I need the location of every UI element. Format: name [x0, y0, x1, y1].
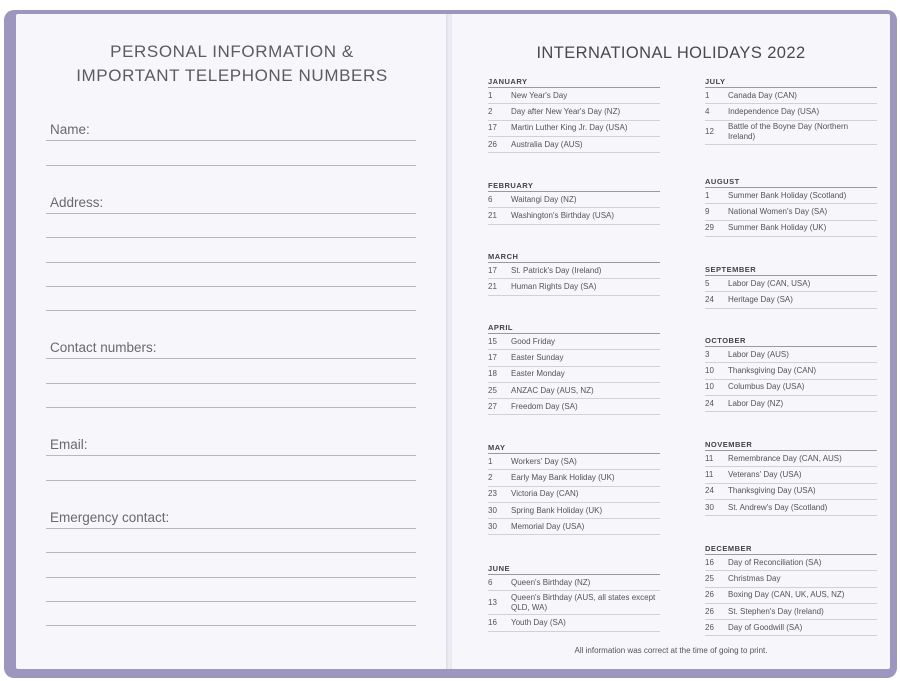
holiday-day: 26: [488, 139, 497, 149]
holiday-row: [488, 454, 660, 470]
holiday-day: 10: [705, 365, 714, 375]
month-february: [488, 181, 660, 225]
holiday-name: Battle of the Boyne Day (Northern Ireland): [728, 122, 849, 142]
holiday-row: [705, 500, 877, 516]
month-name: NOVEMBER: [705, 440, 877, 451]
holiday-name: Canada Day (CAN): [728, 90, 797, 100]
title-line-1: PERSONAL INFORMATION &: [110, 42, 354, 61]
holiday-name: Christmas Day: [728, 573, 781, 583]
month-name: JANUARY: [488, 77, 660, 88]
write-line: [46, 140, 416, 141]
holiday-row: [705, 347, 877, 363]
month-name: OCTOBER: [705, 336, 877, 347]
holiday-name: Thanksgiving Day (USA): [728, 486, 816, 496]
holiday-row: [488, 279, 660, 295]
write-line: [46, 213, 416, 214]
month-april: [488, 323, 660, 415]
holiday-day: 16: [705, 557, 714, 567]
holiday-row: [488, 575, 660, 591]
holiday-day: 13: [488, 597, 497, 607]
holiday-name: Youth Day (SA): [511, 617, 566, 627]
holiday-row: [488, 615, 660, 631]
write-line: [46, 480, 416, 481]
holiday-day: 26: [705, 590, 714, 600]
holiday-day: 4: [705, 106, 710, 116]
holiday-name: Australia Day (AUS): [511, 139, 583, 149]
month-name: FEBRUARY: [488, 181, 660, 192]
holiday-day: 16: [488, 617, 497, 627]
holiday-day: 15: [488, 336, 497, 346]
holiday-row: [488, 137, 660, 153]
holiday-row: [488, 208, 660, 224]
holiday-name: Queen's Birthday (AUS, all states except QLD, WA): [511, 592, 656, 612]
holiday-day: 17: [488, 352, 497, 362]
holiday-row: [488, 350, 660, 366]
holiday-row: [488, 487, 660, 503]
holiday-day: 26: [705, 606, 714, 616]
month-august: [705, 177, 877, 237]
holiday-row: [705, 121, 877, 145]
holiday-name: Boxing Day (CAN, UK, AUS, NZ): [728, 590, 845, 600]
month-name: AUGUST: [705, 177, 877, 188]
holiday-day: 1: [705, 190, 710, 200]
holiday-row: [488, 503, 660, 519]
month-name: JUNE: [488, 564, 660, 575]
holiday-row: [705, 88, 877, 104]
holiday-name: Veterans' Day (USA): [728, 469, 802, 479]
holiday-day: 21: [488, 210, 497, 220]
holiday-name: Easter Sunday: [511, 352, 564, 362]
contact-numbers-label: Contact numbers:: [50, 340, 157, 355]
write-line: [46, 552, 416, 553]
holiday-name: Labor Day (AUS): [728, 349, 789, 359]
holiday-name: Heritage Day (SA): [728, 294, 793, 304]
month-january: [488, 77, 660, 153]
month-november: [705, 440, 877, 516]
holiday-day: 5: [705, 278, 710, 288]
holiday-day: 29: [705, 223, 714, 233]
holiday-name: New Year's Day: [511, 90, 568, 100]
holiday-name: Independence Day (USA): [728, 106, 820, 116]
write-line: [46, 625, 416, 626]
holiday-name: Queen's Birthday (NZ): [511, 577, 591, 587]
month-march: [488, 252, 660, 296]
holiday-name: Human Rights Day (SA): [511, 281, 597, 291]
holiday-row: [488, 383, 660, 399]
month-name: MARCH: [488, 252, 660, 263]
holiday-row: [705, 204, 877, 220]
holiday-day: 17: [488, 265, 497, 275]
month-name: JULY: [705, 77, 877, 88]
month-name: APRIL: [488, 323, 660, 334]
holiday-row: [488, 470, 660, 486]
holiday-day: 27: [488, 401, 497, 411]
holiday-day: 1: [705, 90, 710, 100]
holiday-name: Day of Goodwill (SA): [728, 622, 803, 632]
holiday-name: Early May Bank Holiday (UK): [511, 472, 615, 482]
holiday-name: National Women's Day (SA): [728, 206, 828, 216]
holiday-name: St. Stephen's Day (Ireland): [728, 606, 824, 616]
holiday-row: [705, 571, 877, 587]
write-line: [46, 165, 416, 166]
holiday-row: [705, 467, 877, 483]
month-december: [705, 544, 877, 636]
write-line: [46, 286, 416, 287]
write-line: [46, 262, 416, 263]
write-line: [46, 577, 416, 578]
holiday-name: Labor Day (NZ): [728, 398, 784, 408]
holiday-row: [705, 221, 877, 237]
holiday-day: 2: [488, 106, 493, 116]
month-july: [705, 77, 877, 145]
holiday-day: 24: [705, 486, 714, 496]
month-name: DECEMBER: [705, 544, 877, 555]
name-label: Name:: [50, 122, 90, 137]
write-line: [46, 601, 416, 602]
write-line: [46, 528, 416, 529]
holiday-row: [488, 591, 660, 615]
write-line: [46, 383, 416, 384]
holiday-row: [705, 380, 877, 396]
write-line: [46, 310, 416, 311]
holiday-row: [705, 396, 877, 412]
holiday-day: 30: [705, 502, 714, 512]
holiday-name: Remembrance Day (CAN, AUS): [728, 453, 842, 463]
holiday-day: 2: [488, 472, 493, 482]
holiday-name: Labor Day (CAN, USA): [728, 278, 811, 288]
holiday-day: 11: [705, 469, 714, 479]
holiday-day: 6: [488, 577, 493, 587]
holiday-day: 30: [488, 505, 497, 515]
holiday-name: ANZAC Day (AUS, NZ): [511, 385, 594, 395]
holiday-day: 25: [705, 573, 714, 583]
holiday-row: [705, 104, 877, 120]
holiday-row: [488, 519, 660, 535]
holiday-name: Day of Reconciliation (SA): [728, 557, 822, 567]
emergency-contact-label: Emergency contact:: [50, 510, 170, 525]
holiday-day: 9: [705, 206, 710, 216]
holiday-day: 3: [705, 349, 710, 359]
month-name: SEPTEMBER: [705, 265, 877, 276]
holiday-row: [488, 334, 660, 350]
holiday-row: [705, 363, 877, 379]
personal-info-title: [16, 40, 448, 88]
holiday-name: Columbus Day (USA): [728, 382, 805, 392]
holiday-day: 12: [705, 127, 714, 137]
write-line: [46, 455, 416, 456]
month-name: MAY: [488, 443, 660, 454]
month-may: [488, 443, 660, 535]
holiday-day: 26: [705, 622, 714, 632]
holiday-row: [488, 367, 660, 383]
holiday-row: [705, 276, 877, 292]
month-june: [488, 564, 660, 632]
holiday-name: Washington's Birthday (USA): [511, 210, 615, 220]
holiday-name: Memorial Day (USA): [511, 521, 585, 531]
write-line: [46, 407, 416, 408]
holiday-row: [705, 484, 877, 500]
holiday-day: 10: [705, 382, 714, 392]
holiday-name: Easter Monday: [511, 369, 565, 379]
holiday-day: 1: [488, 456, 493, 466]
month-september: [705, 265, 877, 309]
holiday-row: [705, 451, 877, 467]
holiday-day: 24: [705, 294, 714, 304]
address-label: Address:: [50, 195, 104, 210]
holiday-name: Victoria Day (CAN): [511, 489, 579, 499]
holiday-row: [488, 192, 660, 208]
email-label: Email:: [50, 437, 88, 452]
holidays-title: INTERNATIONAL HOLIDAYS 2022: [536, 44, 806, 62]
holiday-row: [705, 292, 877, 308]
holiday-day: 24: [705, 398, 714, 408]
holiday-name: Summer Bank Holiday (UK): [728, 223, 827, 233]
holiday-row: [705, 188, 877, 204]
title-line-2: IMPORTANT TELEPHONE NUMBERS: [76, 66, 388, 85]
personal-info-page: [16, 14, 448, 669]
holiday-row: [488, 88, 660, 104]
holiday-name: Good Friday: [511, 336, 556, 346]
write-line: [46, 358, 416, 359]
holidays-page: [452, 14, 890, 669]
holiday-name: Workers' Day (SA): [511, 456, 577, 466]
holiday-day: 21: [488, 281, 497, 291]
holiday-row: [705, 555, 877, 571]
holiday-day: 11: [705, 453, 714, 463]
holiday-name: Summer Bank Holiday (Scotland): [728, 190, 847, 200]
holiday-day: 25: [488, 385, 497, 395]
holiday-name: Martin Luther King Jr. Day (USA): [511, 123, 628, 133]
holiday-day: 17: [488, 123, 497, 133]
holiday-row: [488, 104, 660, 120]
holiday-row: [488, 399, 660, 415]
write-line: [46, 237, 416, 238]
holiday-name: Freedom Day (SA): [511, 401, 578, 411]
holiday-name: Waitangi Day (NZ): [511, 194, 577, 204]
holiday-row: [705, 588, 877, 604]
holiday-row: [488, 121, 660, 137]
holiday-row: [488, 263, 660, 279]
holiday-name: St. Patrick's Day (Ireland): [511, 265, 602, 275]
disclaimer-footer: All information was correct at the time of going to print.: [574, 646, 768, 655]
holiday-name: St. Andrew's Day (Scotland): [728, 502, 828, 512]
holiday-row: [705, 620, 877, 636]
holiday-row: [705, 604, 877, 620]
holiday-name: Spring Bank Holiday (UK): [511, 505, 603, 515]
holiday-name: Day after New Year's Day (NZ): [511, 106, 621, 116]
holiday-day: 23: [488, 489, 497, 499]
month-october: [705, 336, 877, 412]
holiday-day: 6: [488, 194, 493, 204]
holiday-day: 30: [488, 521, 497, 531]
holiday-day: 18: [488, 369, 497, 379]
holiday-name: Thanksgiving Day (CAN): [728, 365, 817, 375]
holiday-day: 1: [488, 90, 493, 100]
